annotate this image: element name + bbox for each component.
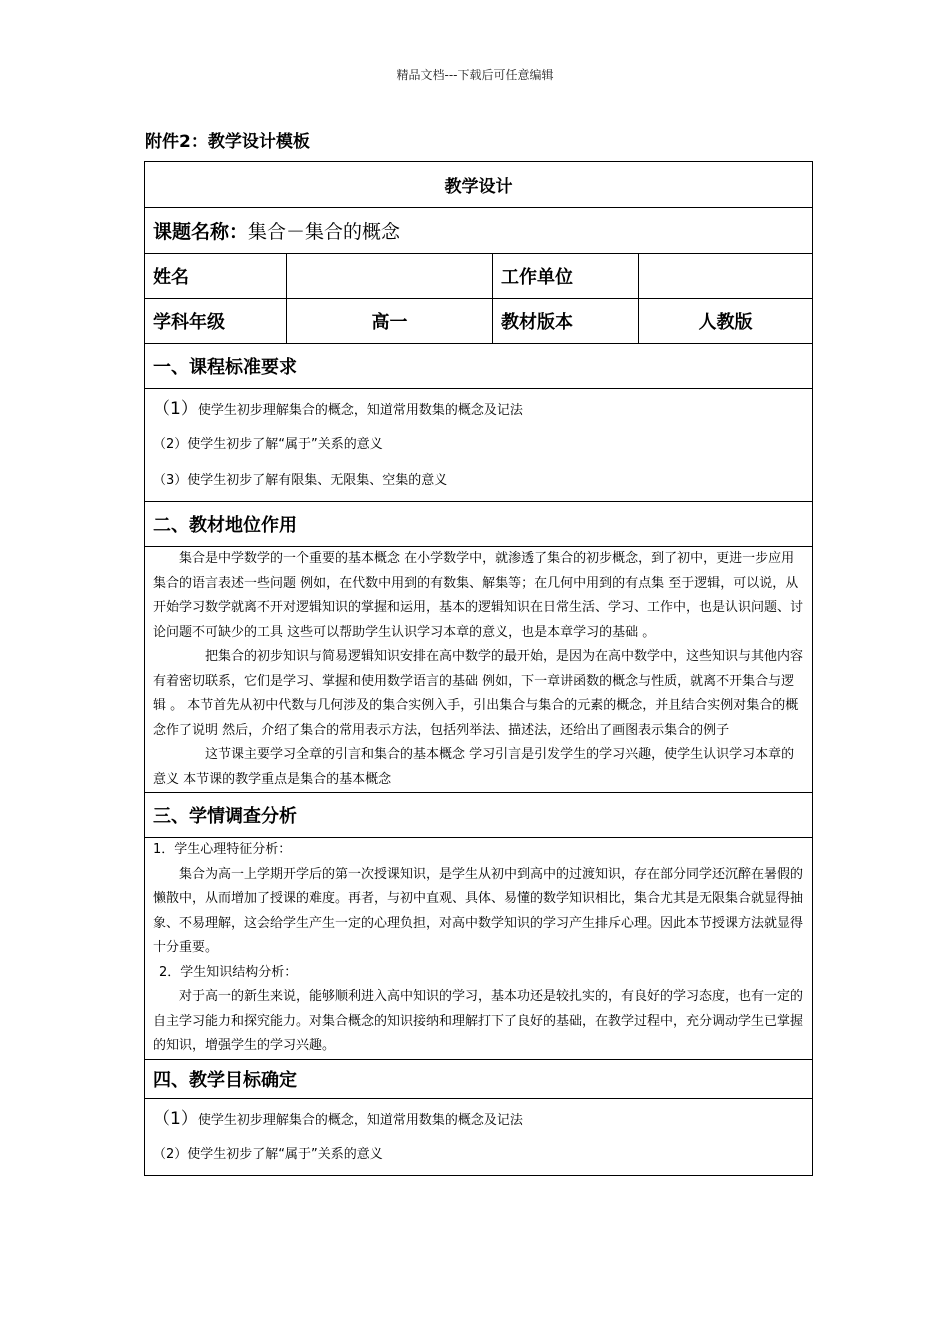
name-value xyxy=(287,254,493,299)
grade-label: 学科年级 xyxy=(145,299,287,344)
subheading: 2．学生知识结构分析： xyxy=(159,964,298,980)
grade-value: 高一 xyxy=(287,299,493,344)
paragraph: 对于高一的新生来说，能够顺利进入高中知识的学习，基本功还是较扎实的，有良好的学习态度，也有一定的自主学习能力和探究能力。对集合概念的知识接纳和理解打下了良好的基础，在教学过程中，充分调动学生已掌握的知识，增强学生的学习兴趣。 xyxy=(153,989,804,1053)
topic-value: 集合－集合的概念 xyxy=(248,221,401,243)
list-item: （2）使学生初步了解“属于”关系的意义 xyxy=(153,437,383,452)
topic-cell xyxy=(145,208,813,254)
topic-label: 课题名称： xyxy=(153,221,249,243)
teaching-design-table xyxy=(144,161,813,1176)
section-heading-2: 二、教材地位作用 xyxy=(145,502,813,547)
section-heading-3: 三、学情调查分析 xyxy=(145,793,813,838)
work-value xyxy=(639,254,813,299)
edition-label: 教材版本 xyxy=(493,299,639,344)
section-heading-4: 四、教学目标确定 xyxy=(145,1059,813,1098)
paragraph: 这节课主要学习全章的引言和集合的基本概念 学习引言是引发学生的学习兴趣，使学生认识学习本章的意义 本节课的教学重点是集合的基本概念 xyxy=(153,747,795,787)
list-item: （1）使学生初步理解集合的概念，知道常用数集的概念及记法 xyxy=(153,399,523,419)
section-body-4 xyxy=(145,1098,813,1175)
section-body-1 xyxy=(145,389,813,502)
work-label: 工作单位 xyxy=(493,254,639,299)
table-title: 教学设计 xyxy=(145,162,813,208)
paragraph: 集合为高一上学期开学后的第一次授课知识，是学生从初中到高中的过渡知识，存在部分同学还沉醉在暑假的懒散中，从而增加了授课的难度。再者，与初中直观、具体、易懂的数学知识相比，集合尤其是无限集合就显得抽象、不易理解，这会给学生产生一定的心理负担，对高中数学知识的学习产生排斥心理。因此本节授课方法就显得十分重要。 xyxy=(153,866,804,955)
list-item: （3）使学生初步了解有限集、无限集、空集的意义 xyxy=(153,473,448,488)
list-item: （2）使学生初步了解“属于”关系的意义 xyxy=(153,1146,383,1162)
name-label: 姓名 xyxy=(145,254,287,299)
section-body-3 xyxy=(145,838,813,1060)
page-header: 精品文档---下载后可任意编辑 xyxy=(396,68,554,82)
attachment-title: 附件2：教学设计模板 xyxy=(145,132,310,152)
paragraph: 集合是中学数学的一个重要的基本概念 在小学数学中，就渗透了集合的初步概念，到了初中，更进一步应用集合的语言表述一些问题 例如，在代数中用到的有数集、解集等；在几何中用到的有点集 至于逻辑，可以说，从开始学习数学就离不开对逻辑知识的掌握和运用，基本的逻辑知识在日常生活、学习、工作中，也是认识问题、讨论问题不可缺少的工具 这些可以帮助学生认识学习本章的意义，也是本章学习的基础 。 xyxy=(153,551,804,640)
edition-value: 人教版 xyxy=(639,299,813,344)
subheading: 1．学生心理特征分析： xyxy=(153,842,292,857)
section-heading-1: 一、课程标准要求 xyxy=(145,344,813,389)
paragraph: 把集合的初步知识与简易逻辑知识安排在高中数学的最开始，是因为在高中数学中，这些知识与其他内容有着密切联系，它们是学习、掌握和使用数学语言的基础 例如，下一章讲函数的概念与性质，就离不开集合与逻辑 。 本节首先从初中代数与几何涉及的集合实例入手，引出集合与集合的元素的概念，并且结合实例对集合的概念作了说明 然后，介绍了集合的常用表示方法，包括列举法、描述法，还给出了画图表示集合的例子 xyxy=(153,649,804,738)
list-item: （1）使学生初步理解集合的概念，知道常用数集的概念及记法 xyxy=(153,1108,523,1129)
section-body-2 xyxy=(145,547,813,793)
